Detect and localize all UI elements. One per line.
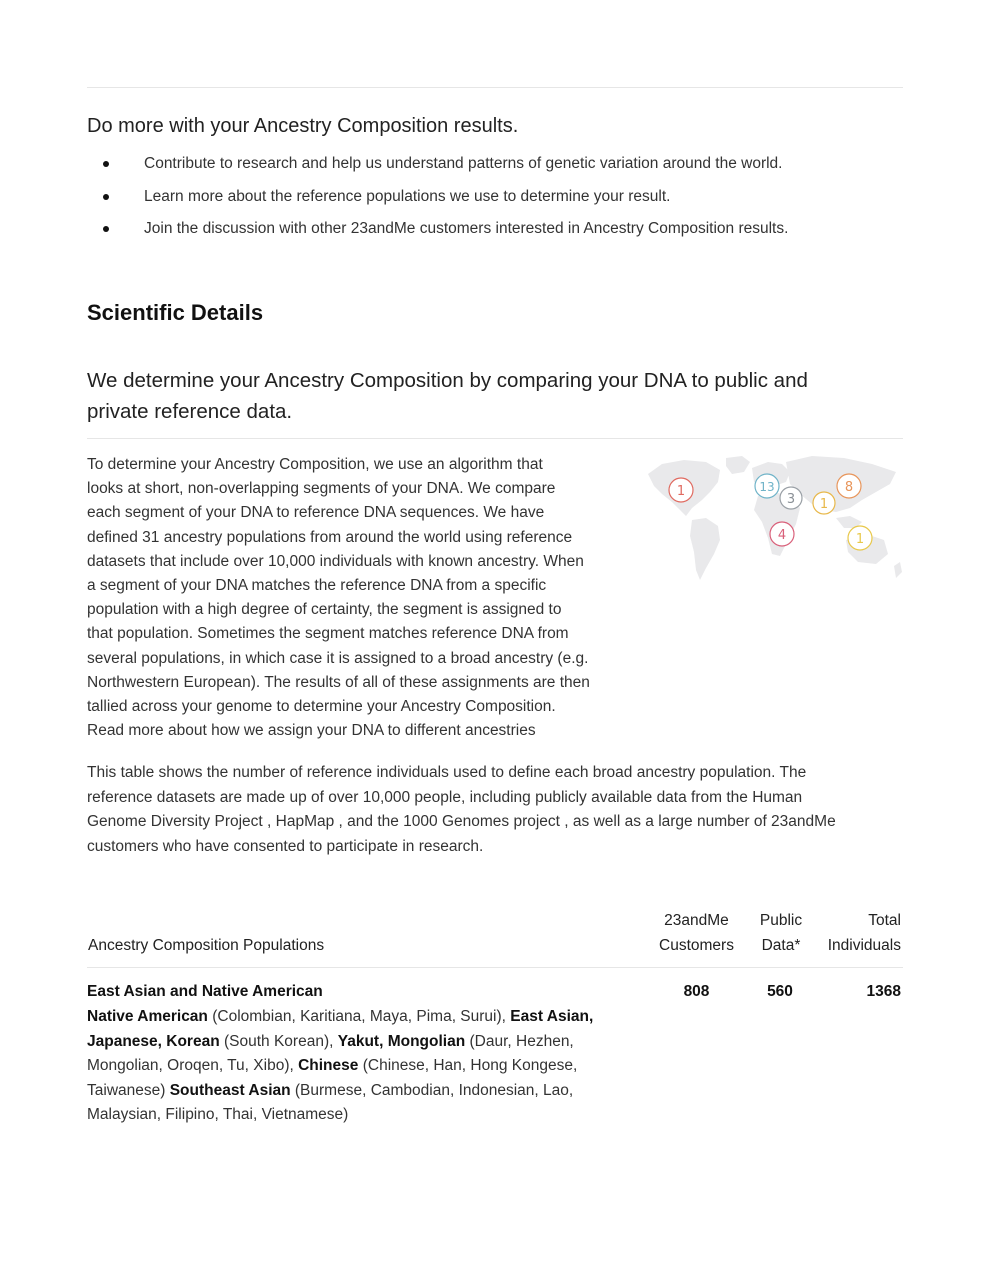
public-value: 560 — [767, 983, 793, 1000]
subheading-line: private reference data. — [87, 400, 293, 423]
population-detail: Mongolian, Oroqen, Tu, Xibo), — [87, 1057, 299, 1074]
population-term: Native American — [87, 1008, 208, 1025]
col-header-line: Total — [868, 912, 901, 929]
population-detail: Malaysian, Filipino, Thai, Vietnamese) — [87, 1106, 349, 1123]
list-item — [87, 183, 907, 216]
bullet-text: Learn more about the reference populations we use to determine your result. — [144, 187, 671, 205]
description-line — [87, 1079, 627, 1104]
table-intro-line: reference datasets are made up of over 10,000 people, including publicly available data from the Human — [87, 788, 803, 806]
section-subheading — [87, 365, 907, 427]
population-detail: (Chinese, Han, Hong Kongese, — [358, 1057, 578, 1074]
top-divider — [87, 87, 903, 88]
intro-line: several populations, in which case it is assigned to a broad ancestry (e.g. — [87, 649, 589, 667]
intro-line: defined 31 ancestry populations from around the world using reference — [87, 528, 573, 546]
map-marker-label: 3 — [786, 492, 796, 507]
continents — [648, 456, 902, 580]
intro-line: tallied across your genome to determine your Ancestry Composition. — [87, 698, 556, 716]
map-marker — [848, 526, 872, 550]
col-header-line: Data* — [761, 936, 801, 954]
bullet-icon — [103, 226, 109, 232]
table-intro-line: customers who have consented to participate in research. — [87, 837, 484, 855]
bullet-icon — [103, 161, 109, 167]
description-line — [87, 1054, 627, 1079]
col-header-line: Individuals — [827, 936, 901, 954]
population-name: East Asian and Native American — [87, 983, 323, 1000]
intro-line: population with a high degree of certainty, the segment is assigned to — [87, 601, 562, 619]
more-results-list — [87, 150, 907, 248]
map-marker-label: 1 — [676, 484, 686, 499]
population-term: Yakut, Mongolian — [337, 1032, 466, 1050]
table-intro-line: This table shows the number of reference individuals used to define each broad ancestry population. The — [87, 764, 807, 781]
bullet-icon — [103, 194, 109, 200]
col-header-line: Customers — [659, 936, 734, 954]
more-results-title: Do more with your Ancestry Composition results. — [87, 115, 519, 137]
population-detail: Taiwanese) — [87, 1081, 170, 1099]
population-term: Japanese, Korean — [87, 1032, 220, 1050]
subheading-line: We determine your Ancestry Composition by comparing your DNA to public and — [87, 369, 808, 392]
intro-line: datasets that include over 10,000 individuals with known ancestry. When — [87, 552, 584, 570]
list-item — [87, 215, 907, 248]
intro-link-line[interactable]: Read more about how we assign your DNA to different ancestries — [87, 722, 536, 740]
intro-line: that population. Sometimes the segment matches reference DNA from — [87, 625, 569, 643]
table-intro-line: Genome Diversity Project , HapMap , and the 1000 Genomes project , as well as a large number of 23andMe — [87, 813, 836, 830]
world-map-illustration — [640, 452, 904, 587]
customers-value: 808 — [683, 983, 710, 1000]
map-marker — [837, 474, 861, 498]
description-line — [87, 1005, 627, 1030]
map-marker — [669, 478, 693, 502]
population-term: East Asian, — [510, 1008, 594, 1025]
population-detail: (Daur, Hezhen, — [465, 1032, 574, 1050]
col-header-line: 23andMe — [664, 912, 729, 929]
intro-line: a segment of your DNA matches the reference DNA from a specific — [87, 577, 547, 595]
map-marker — [770, 522, 794, 546]
table-row — [87, 980, 903, 1004]
intro-paragraph — [87, 453, 627, 743]
intro-line: Northwestern European). The results of all of these assignments are then — [87, 673, 590, 691]
table-header-divider — [87, 967, 903, 968]
col-header-line: Public — [759, 912, 803, 929]
intro-line: looks at short, non-overlapping segments of your DNA. We compare — [87, 480, 556, 498]
description-line — [87, 1103, 627, 1128]
table-intro-paragraph — [87, 761, 907, 859]
section-divider — [87, 438, 903, 439]
map-marker-label: 4 — [777, 528, 787, 543]
map-marker-label: 8 — [844, 480, 854, 495]
col-header-population: Ancestry Composition Populations — [88, 937, 325, 954]
col-header-customers — [640, 909, 753, 958]
population-detail: (South Korean), — [219, 1032, 338, 1050]
map-marker-label: 1 — [819, 497, 829, 512]
map-marker-label: 13 — [759, 480, 775, 494]
population-detail: (Burmese, Cambodian, Indonesian, Lao, — [290, 1081, 574, 1099]
map-marker — [780, 487, 802, 509]
map-marker — [755, 474, 779, 498]
total-value: 1368 — [866, 983, 901, 1000]
map-marker — [813, 492, 835, 514]
intro-line: each segment of your DNA to reference DNA sequences. We have — [87, 504, 545, 522]
bullet-text: Join the discussion with other 23andMe customers interested in Ancestry Composition results. — [144, 220, 789, 237]
population-term: Southeast Asian — [169, 1081, 291, 1099]
section-heading: Scientific Details — [87, 300, 264, 325]
bullet-text: Contribute to research and help us understand patterns of genetic variation around the world. — [144, 155, 783, 172]
map-marker-label: 1 — [855, 532, 865, 547]
list-item — [87, 150, 907, 183]
intro-line: To determine your Ancestry Composition, we use an algorithm that — [87, 456, 543, 473]
population-detail: (Colombian, Karitiana, Maya, Pima, Surui), — [207, 1008, 511, 1025]
population-description — [87, 1005, 627, 1128]
col-header-total — [800, 909, 901, 958]
population-term: Chinese — [298, 1057, 359, 1074]
description-line — [87, 1030, 627, 1055]
